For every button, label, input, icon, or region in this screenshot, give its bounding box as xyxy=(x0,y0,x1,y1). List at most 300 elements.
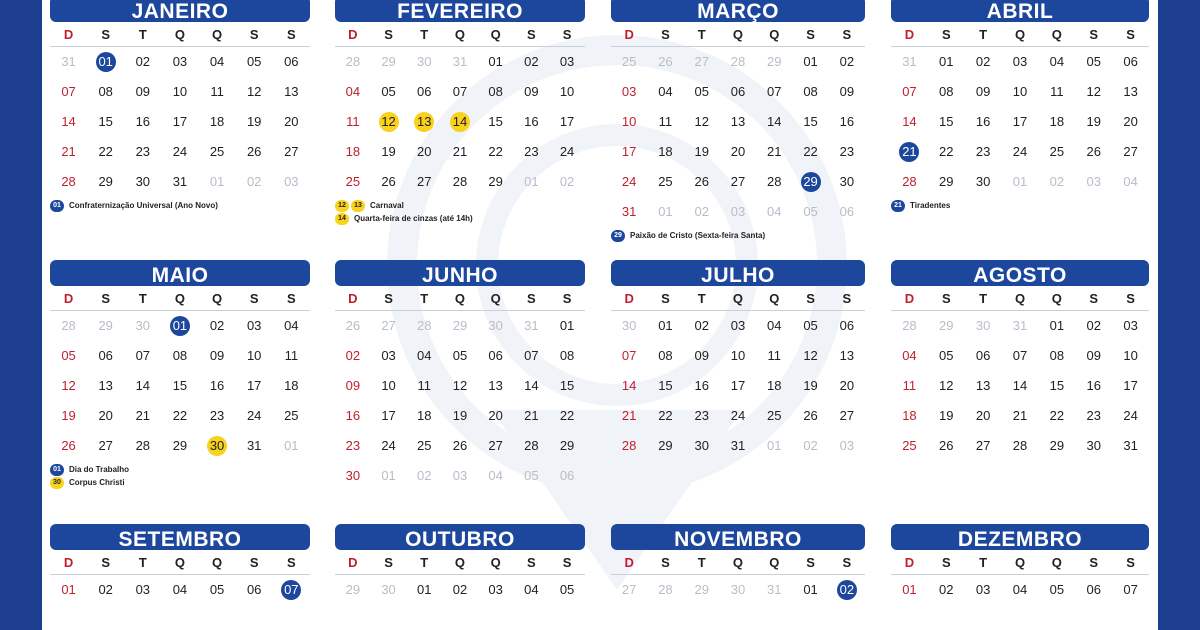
day-cell xyxy=(335,137,371,167)
day-number: 29 xyxy=(381,54,396,69)
day-number: 02 xyxy=(417,468,432,483)
day-number: 23 xyxy=(1086,408,1101,423)
day-cell xyxy=(891,47,928,77)
day-cell xyxy=(611,311,647,341)
day-number: 04 xyxy=(658,84,673,99)
day-number: 30 xyxy=(488,318,503,333)
day-number: 13 xyxy=(730,114,746,129)
week-row xyxy=(611,167,865,197)
day-cell xyxy=(335,107,371,137)
day-number: 08 xyxy=(939,84,954,99)
day-cell xyxy=(1002,107,1039,137)
day-cell xyxy=(684,371,720,401)
day-cell xyxy=(1038,107,1075,137)
day-number: 04 xyxy=(1123,174,1138,189)
day-number: 26 xyxy=(452,438,468,453)
legend-item xyxy=(335,199,585,212)
week-row xyxy=(335,431,585,461)
day-number: 02 xyxy=(135,54,151,69)
day-cell xyxy=(891,401,928,431)
day-number: 28 xyxy=(1012,438,1028,453)
day-number: 11 xyxy=(902,378,917,393)
day-cell xyxy=(124,401,161,431)
month-12 xyxy=(891,528,1149,605)
day-number: 28 xyxy=(902,174,917,189)
day-cell xyxy=(1002,47,1039,77)
day-cell xyxy=(514,311,550,341)
holiday-day xyxy=(442,107,478,137)
day-cell xyxy=(1112,341,1149,371)
day-cell xyxy=(647,341,683,371)
weekday-label: T xyxy=(420,555,429,570)
day-number: 21 xyxy=(767,144,782,159)
day-cell xyxy=(756,47,792,77)
day-cell xyxy=(442,575,478,605)
day-cell xyxy=(50,401,87,431)
day-cell xyxy=(335,47,371,77)
day-number: 09 xyxy=(1086,348,1101,363)
day-number: 28 xyxy=(524,438,539,453)
day-cell xyxy=(756,371,792,401)
weekday-label: T xyxy=(138,27,147,42)
day-number: 18 xyxy=(345,144,361,159)
week-row xyxy=(891,371,1149,401)
day-cell xyxy=(891,167,928,197)
day-number: 10 xyxy=(730,348,746,363)
weekday-header xyxy=(891,288,1149,311)
day-cell xyxy=(792,341,828,371)
day-number: 14 xyxy=(1012,378,1028,393)
day-number: 27 xyxy=(98,438,113,453)
week-row xyxy=(50,341,310,371)
legend-text: Quarta-feira de cinzas (até 14h) xyxy=(354,214,473,223)
weekday-label: D xyxy=(63,27,74,42)
day-number: 15 xyxy=(172,378,188,393)
day-number: 11 xyxy=(767,348,782,363)
week-row xyxy=(891,311,1149,341)
day-number: 17 xyxy=(1012,114,1028,129)
day-number: 02 xyxy=(246,174,262,189)
day-number: 11 xyxy=(1050,84,1064,99)
weekday-label: Q xyxy=(174,291,185,306)
day-cell xyxy=(792,431,828,461)
day-number: 13 xyxy=(488,378,503,393)
day-cell xyxy=(335,311,371,341)
day-cell xyxy=(50,341,87,371)
week-row xyxy=(50,77,310,107)
day-cell xyxy=(124,167,161,197)
day-number: 20 xyxy=(730,144,746,159)
day-number: 27 xyxy=(839,408,855,423)
day-number: 19 xyxy=(61,408,76,423)
day-cell xyxy=(199,107,236,137)
day-cell xyxy=(549,47,585,77)
day-number: 31 xyxy=(452,54,468,69)
day-cell xyxy=(1112,47,1149,77)
day-number: 29 xyxy=(488,174,503,189)
day-number: 27 xyxy=(488,438,503,453)
day-cell xyxy=(549,431,585,461)
month-title: JUNHO xyxy=(335,260,585,286)
day-cell xyxy=(478,341,514,371)
day-number: 02 xyxy=(452,582,468,597)
week-row xyxy=(891,431,1149,461)
week-row xyxy=(335,461,585,491)
holiday-day xyxy=(371,107,407,137)
day-number: 07 xyxy=(524,348,539,363)
day-cell xyxy=(891,311,928,341)
day-number: 29 xyxy=(801,172,821,192)
day-cell xyxy=(161,575,198,605)
day-cell xyxy=(928,167,965,197)
month-11 xyxy=(611,528,865,605)
weekday-label: D xyxy=(348,555,358,570)
day-cell xyxy=(199,167,236,197)
day-number: 10 xyxy=(246,348,262,363)
day-number: 09 xyxy=(975,84,991,99)
day-cell xyxy=(406,311,442,341)
month-title: JULHO xyxy=(611,260,865,286)
day-cell xyxy=(829,431,865,461)
day-cell xyxy=(1112,167,1149,197)
day-number: 08 xyxy=(559,348,575,363)
day-number: 26 xyxy=(246,144,262,159)
day-number: 01 xyxy=(170,316,190,336)
day-number: 22 xyxy=(172,408,188,423)
day-number: 01 xyxy=(284,438,299,453)
day-cell xyxy=(406,461,442,491)
day-cell xyxy=(1002,575,1039,605)
day-number: 04 xyxy=(345,84,361,99)
day-cell xyxy=(647,47,683,77)
legend-badge: 13 xyxy=(351,200,365,212)
weekday-label: Q xyxy=(212,291,223,306)
day-cell xyxy=(549,575,585,605)
weekday-header xyxy=(335,24,585,47)
weekday-header xyxy=(891,552,1149,575)
day-cell xyxy=(720,311,756,341)
day-cell xyxy=(442,137,478,167)
day-cell xyxy=(478,47,514,77)
day-cell xyxy=(1075,401,1112,431)
day-cell xyxy=(720,137,756,167)
day-cell xyxy=(199,311,236,341)
day-cell xyxy=(236,341,273,371)
day-number: 01 xyxy=(209,174,225,189)
week-row xyxy=(611,107,865,137)
day-number: 11 xyxy=(284,348,299,363)
month-title: ABRIL xyxy=(891,0,1149,22)
weekday-label: S xyxy=(661,291,670,306)
weekday-header xyxy=(611,552,865,575)
day-cell xyxy=(199,341,236,371)
weekday-label: T xyxy=(138,291,147,306)
day-cell xyxy=(124,107,161,137)
week-row xyxy=(335,107,585,137)
day-number: 04 xyxy=(767,204,782,219)
day-number: 26 xyxy=(939,438,954,453)
day-cell xyxy=(478,575,514,605)
weekday-header xyxy=(611,288,865,311)
day-number: 11 xyxy=(210,84,224,99)
day-cell xyxy=(756,107,792,137)
day-cell xyxy=(406,341,442,371)
day-number: 07 xyxy=(452,84,468,99)
day-number: 03 xyxy=(1123,318,1138,333)
week-row xyxy=(611,137,865,167)
day-cell xyxy=(965,137,1002,167)
day-number: 31 xyxy=(61,54,76,69)
day-cell xyxy=(891,77,928,107)
day-cell xyxy=(611,431,647,461)
week-row xyxy=(891,47,1149,77)
day-number: 04 xyxy=(902,348,917,363)
day-number: 28 xyxy=(767,174,782,189)
day-cell xyxy=(1002,341,1039,371)
day-number: 09 xyxy=(524,84,539,99)
holiday-day xyxy=(406,107,442,137)
month-title: FEVEREIRO xyxy=(335,0,585,22)
day-number: 08 xyxy=(172,348,188,363)
legend-item xyxy=(50,199,310,212)
day-number: 30 xyxy=(381,582,396,597)
day-number: 01 xyxy=(524,174,539,189)
weekday-label: T xyxy=(420,291,429,306)
day-number: 23 xyxy=(694,408,709,423)
day-number: 05 xyxy=(61,348,76,363)
day-number: 25 xyxy=(1049,144,1065,159)
day-number: 21 xyxy=(524,408,539,423)
weekday-label: S xyxy=(806,27,815,42)
day-cell xyxy=(549,341,585,371)
day-number: 30 xyxy=(345,468,361,483)
day-cell xyxy=(514,575,550,605)
day-number: 12 xyxy=(803,348,818,363)
month-7 xyxy=(611,264,865,461)
week-row xyxy=(611,431,865,461)
day-number: 03 xyxy=(621,84,637,99)
day-cell xyxy=(965,47,1002,77)
legend-badge: 29 xyxy=(611,230,625,242)
day-number: 05 xyxy=(1086,54,1101,69)
week-row xyxy=(611,371,865,401)
day-cell xyxy=(124,77,161,107)
month-8 xyxy=(891,264,1149,461)
day-number: 25 xyxy=(767,408,782,423)
day-cell xyxy=(965,341,1002,371)
weekday-label: S xyxy=(661,27,670,42)
weekday-label: Q xyxy=(174,555,185,570)
week-row xyxy=(50,107,310,137)
day-number: 01 xyxy=(559,318,575,333)
day-cell xyxy=(273,431,310,461)
day-cell xyxy=(124,47,161,77)
weekday-label: S xyxy=(286,555,296,570)
day-cell xyxy=(1038,371,1075,401)
day-cell xyxy=(371,77,407,107)
day-number: 29 xyxy=(172,438,188,453)
weekday-label: Q xyxy=(732,27,744,42)
day-number: 03 xyxy=(1012,54,1028,69)
day-number: 05 xyxy=(381,84,396,99)
day-number: 04 xyxy=(284,318,299,333)
weekday-header xyxy=(50,24,310,47)
day-cell xyxy=(611,47,647,77)
day-number: 30 xyxy=(1086,438,1101,453)
day-cell xyxy=(965,371,1002,401)
day-cell xyxy=(1038,431,1075,461)
month-9 xyxy=(50,528,310,605)
day-cell xyxy=(891,341,928,371)
day-number: 03 xyxy=(559,54,575,69)
day-number: 08 xyxy=(98,84,113,99)
weekday-label: S xyxy=(527,291,536,306)
day-cell xyxy=(611,77,647,107)
day-cell xyxy=(549,461,585,491)
day-number: 02 xyxy=(839,54,855,69)
holiday-legend xyxy=(891,199,1149,212)
week-row xyxy=(50,167,310,197)
day-cell xyxy=(371,575,407,605)
week-row xyxy=(335,77,585,107)
day-number: 18 xyxy=(417,408,432,423)
day-cell xyxy=(161,77,198,107)
day-cell xyxy=(335,371,371,401)
day-number: 06 xyxy=(975,348,991,363)
month-2 xyxy=(335,0,585,225)
day-number: 07 xyxy=(902,84,917,99)
day-number: 02 xyxy=(559,174,575,189)
day-cell xyxy=(514,47,550,77)
weekday-header xyxy=(50,552,310,575)
day-number: 19 xyxy=(939,408,954,423)
day-number: 24 xyxy=(1123,408,1138,423)
day-cell xyxy=(647,371,683,401)
day-cell xyxy=(684,401,720,431)
day-cell xyxy=(792,137,828,167)
day-number: 12 xyxy=(694,114,709,129)
day-cell xyxy=(87,311,124,341)
day-number: 22 xyxy=(658,408,673,423)
day-cell xyxy=(611,371,647,401)
day-cell xyxy=(1112,137,1149,167)
day-cell xyxy=(756,311,792,341)
day-number: 07 xyxy=(281,580,301,600)
week-row xyxy=(335,167,585,197)
weekday-label: Q xyxy=(490,27,501,42)
legend-badge: 01 xyxy=(50,464,64,476)
week-row xyxy=(611,401,865,431)
day-cell xyxy=(87,431,124,461)
day-number: 17 xyxy=(730,378,746,393)
day-cell xyxy=(720,167,756,197)
day-cell xyxy=(965,311,1002,341)
day-cell xyxy=(161,137,198,167)
day-cell xyxy=(720,431,756,461)
month-title: MARÇO xyxy=(611,0,865,22)
weekday-label: S xyxy=(562,555,572,570)
day-cell xyxy=(514,401,550,431)
day-cell xyxy=(442,371,478,401)
day-cell xyxy=(965,167,1002,197)
day-cell xyxy=(611,137,647,167)
day-number: 01 xyxy=(767,438,782,453)
weekday-label: T xyxy=(697,555,706,570)
day-cell xyxy=(124,137,161,167)
day-cell xyxy=(792,107,828,137)
day-number: 02 xyxy=(524,54,539,69)
day-cell xyxy=(1075,77,1112,107)
day-cell xyxy=(1112,431,1149,461)
weekday-label: Q xyxy=(1051,555,1062,570)
day-number: 28 xyxy=(135,438,151,453)
weekday-label: S xyxy=(806,291,815,306)
day-number: 14 xyxy=(902,114,917,129)
month-title: OUTUBRO xyxy=(335,524,585,550)
weekday-label: Q xyxy=(1051,291,1062,306)
day-cell xyxy=(514,341,550,371)
day-number: 03 xyxy=(730,204,746,219)
day-cell xyxy=(161,47,198,77)
day-cell xyxy=(647,137,683,167)
day-number: 29 xyxy=(694,582,709,597)
legend-item xyxy=(335,212,585,225)
day-cell xyxy=(1112,77,1149,107)
day-cell xyxy=(1112,311,1149,341)
day-number: 14 xyxy=(450,112,470,132)
weekday-label: Q xyxy=(212,27,223,42)
weekday-label: S xyxy=(286,27,296,42)
day-number: 12 xyxy=(61,378,76,393)
day-cell xyxy=(273,167,310,197)
weekday-header xyxy=(335,288,585,311)
day-number: 06 xyxy=(488,348,503,363)
day-number: 31 xyxy=(172,174,188,189)
day-number: 09 xyxy=(694,348,709,363)
weekday-label: Q xyxy=(732,291,744,306)
day-number: 28 xyxy=(452,174,468,189)
weekday-label: S xyxy=(842,291,852,306)
weekday-label: D xyxy=(63,291,74,306)
day-number: 06 xyxy=(284,54,299,69)
day-cell xyxy=(161,401,198,431)
day-number: 05 xyxy=(559,582,575,597)
day-cell xyxy=(514,77,550,107)
month-3 xyxy=(611,0,865,242)
day-cell xyxy=(87,77,124,107)
day-cell xyxy=(829,107,865,137)
day-cell xyxy=(647,311,683,341)
day-number: 07 xyxy=(61,84,76,99)
day-cell xyxy=(335,575,371,605)
day-number: 30 xyxy=(730,582,746,597)
day-cell xyxy=(928,137,965,167)
day-cell xyxy=(756,197,792,227)
day-number: 27 xyxy=(417,174,432,189)
day-cell xyxy=(928,77,965,107)
day-number: 16 xyxy=(694,378,709,393)
weekday-header xyxy=(50,288,310,311)
day-cell xyxy=(965,431,1002,461)
weekday-label: S xyxy=(1089,555,1099,570)
weekday-label: Q xyxy=(454,27,466,42)
day-number: 06 xyxy=(246,582,262,597)
day-cell xyxy=(647,107,683,137)
day-number: 27 xyxy=(621,582,637,597)
month-title: JANEIRO xyxy=(50,0,310,22)
day-number: 07 xyxy=(767,84,782,99)
day-cell xyxy=(406,137,442,167)
